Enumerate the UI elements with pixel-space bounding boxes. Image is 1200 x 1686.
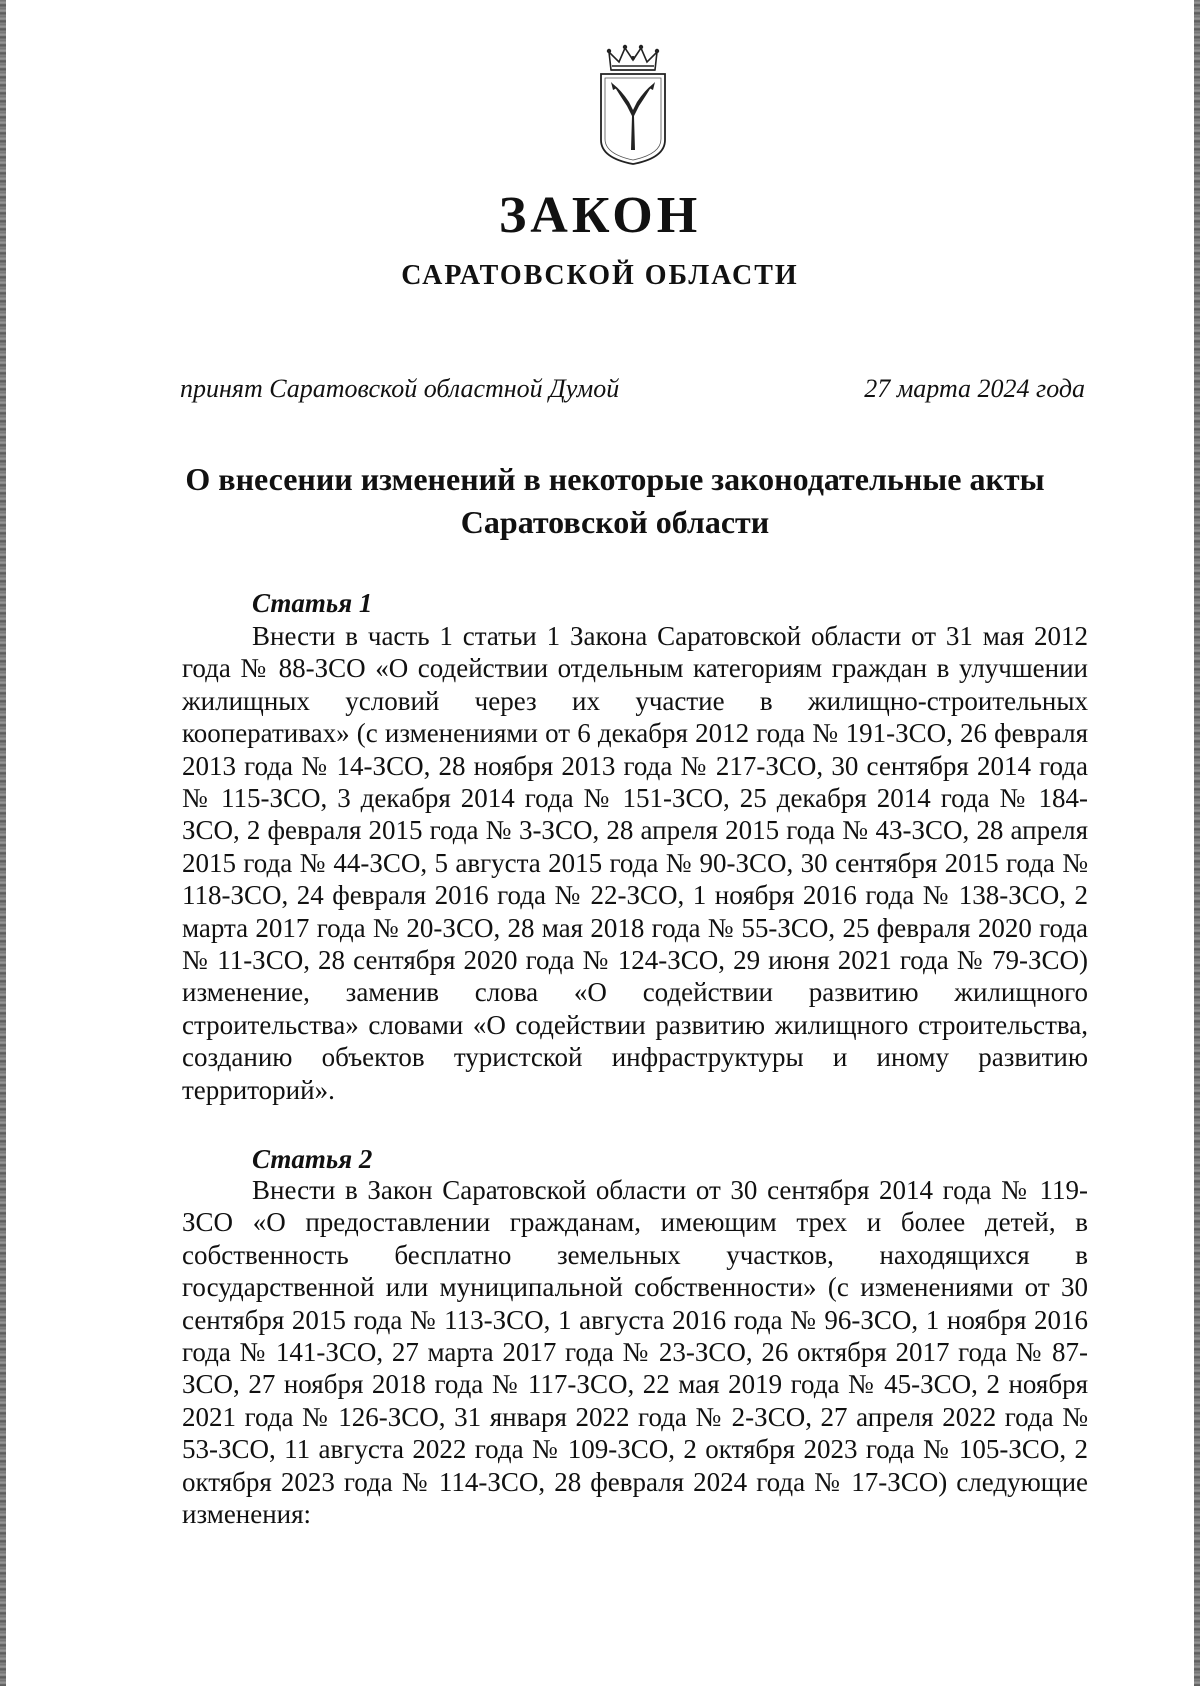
law-heading: О внесении изменений в некоторые законодательные акты Саратовской области — [185, 461, 1045, 540]
document-subtitle: САРАТОВСКОЙ ОБЛАСТИ — [401, 260, 799, 291]
article-1-title: Статья 1 — [252, 588, 373, 618]
scan-edge-right — [1194, 0, 1200, 1686]
adopted-by: принят Саратовской областной Думой — [180, 374, 620, 403]
scan-edge-left — [0, 0, 6, 1686]
document-title: ЗАКОН — [498, 187, 702, 244]
article-2-title: Статья 2 — [252, 1144, 373, 1174]
saratov-coat-of-arms-icon — [597, 44, 669, 168]
article-1-text: Внести в часть 1 статьи 1 Закона Саратовской области от 31 мая 2012 года № 88-ЗСО «О содействии отдельным категориям граждан в улучшении жилищных условий через их участие в жилищно-строительных кооперативах» (с изменениями от 6 декабря 2012 года № 191-ЗСО, 26 февраля 2013 года № 14-ЗСО, 28 ноября 2013 года № 217-ЗСО, 30 сентября 2014 года № 115-ЗСО, 3 декабря 2014 года № 151-ЗСО, 25 декабря 2014 года № 184-ЗСО, 2 февраля 2015 года № 3-ЗСО, 28 апреля 2015 года № 43-ЗСО, 28 апреля 2015 года № 44-ЗСО, 5 августа 2015 года № 90-ЗСО, 30 сентября 2015 года № 118-ЗСО, 24 февраля 2016 года № 22-ЗСО, 1 ноября 2016 года № 138-ЗСО, 2 марта 2017 года № 20-ЗСО, 28 мая 2018 года № 55-ЗСО, 25 февраля 2020 года № 11-ЗСО, 28 сентября 2020 года № 124-ЗСО, 29 июня 2021 года № 79-ЗСО) изменение, заменив слова «О содействии развитию жилищного строительства» словами «О содействии развитию жилищного строительства, созданию объектов туристской инфраструктуры и иному развитию территорий». — [182, 621, 1088, 1105]
adopted-date: 27 марта 2024 года — [864, 374, 1085, 403]
article-2-text: Внести в Закон Саратовской области от 30 сентября 2014 года № 119-ЗСО «О предоставлении гражданам, имеющим трех и более детей, в собственность бесплатно земельных участков, находящихся в государственной или муниципальной собственности» (с изменениями от 30 сентября 2015 года № 113-ЗСО, 1 августа 2016 года № 96-ЗСО, 1 ноября 2016 года № 141-ЗСО, 27 марта 2017 года № 23-ЗСО, 26 октября 2017 года № 87-ЗСО, 27 ноября 2018 года № 117-ЗСО, 22 мая 2019 года № 45-ЗСО, 2 ноября 2021 года № 126-ЗСО, 31 января 2022 года № 2-ЗСО, 27 апреля 2022 года № 53-ЗСО, 11 августа 2022 года № 109-ЗСО, 2 октября 2023 года № 105-ЗСО, 2 октября 2023 года № 114-ЗСО, 28 февраля 2024 года № 17-ЗСО) следующие изменения: — [182, 1175, 1088, 1530]
